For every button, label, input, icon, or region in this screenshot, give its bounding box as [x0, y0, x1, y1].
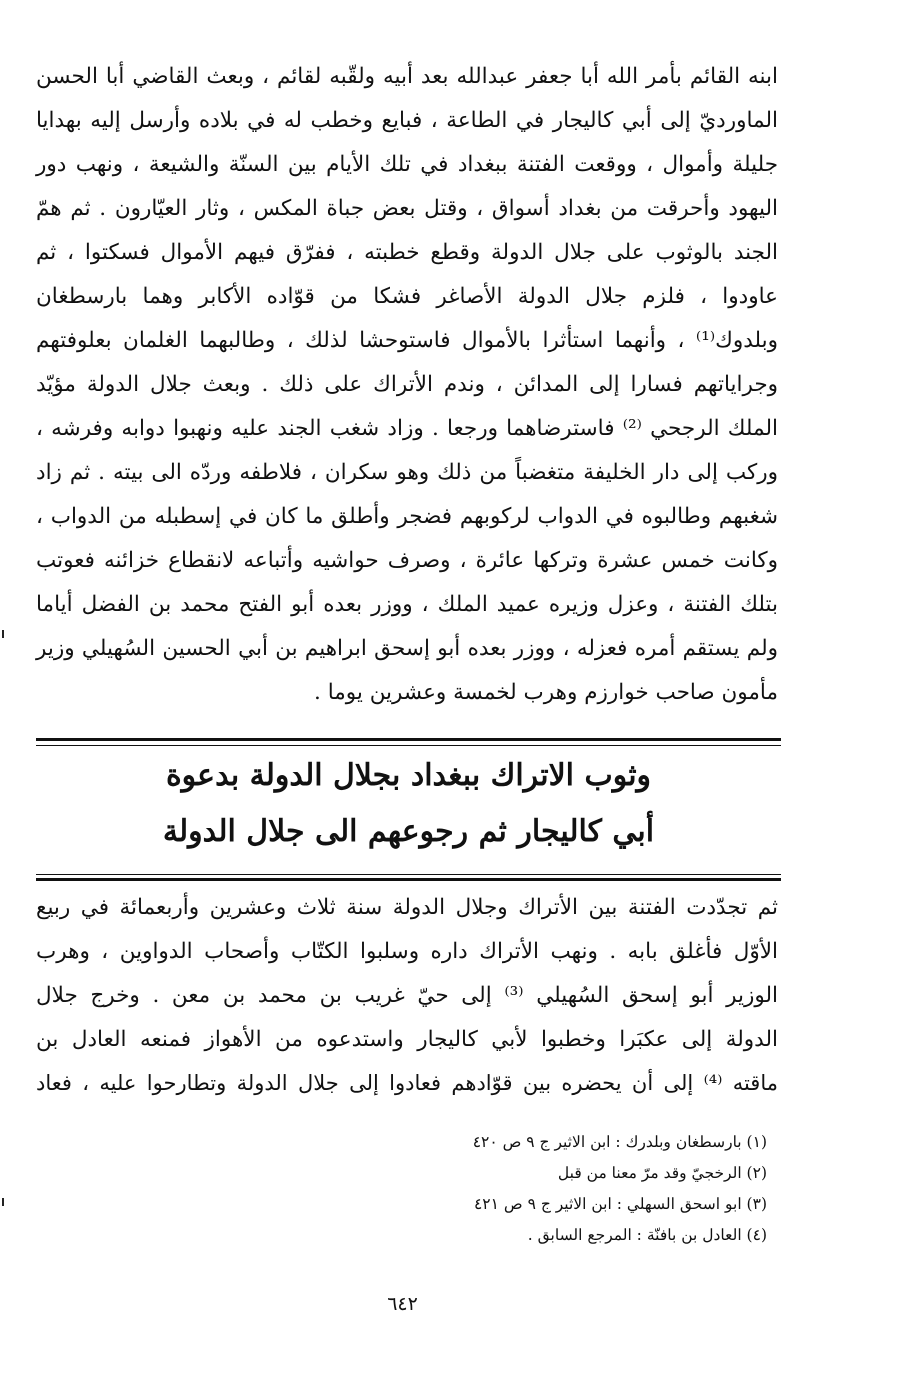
text-line: جليلة وأموال ، ووقعت الفتنة ببغداد في تلك الأيام بين السنّة والشيعة ، ونهب دور — [36, 152, 778, 177]
text-line: وكانت خمس عشرة وتركها عائرة ، وصرف حواشيه وأتباعه لانقطاع خزائنه فعوتب — [36, 548, 778, 573]
text-line: شغبهم وطالبوه في الدواب لركوبهم فضجر وأطلق ما كان في إسطبله من الدواب ، — [36, 504, 778, 529]
text-line: ثم تجدّدت الفتنة بين الأتراك وجلال الدولة سنة ثلاث وعشرين وأربعمائة في ربيع — [36, 895, 778, 920]
paragraph-continued — [36, 64, 778, 729]
text-line: الجند بالوثوب على جلال الدولة وقطع خطبته ، ففرّق فيهم الأموال فسكتوا ، ثم — [36, 240, 778, 265]
text-line: الملك الرجحي ⁽²⁾ فاسترضاهما ورجعا . وزاد شغب الجند عليه ونهبوا دوابه وفرشه ، — [36, 416, 778, 441]
text-line: الدولة إلى عكبَرا وخطبوا لأبي كاليجار واستدعوه من الأهواز فمنعه العادل بن — [36, 1027, 778, 1052]
heading-rule-top-thick — [36, 738, 781, 741]
text-line: بتلك الفتنة ، وعزل وزيره عميد الملك ، ووزر بعده أبو الفتح محمد بن الفضل أياما — [36, 592, 778, 617]
text-line: مأمون صاحب خوارزم وهرب لخمسة وعشرين يوما . — [314, 680, 778, 705]
text-line: وبلدوك⁽¹⁾ ، وأنهما استأثرا بالأموال فاستوحشا لذلك ، وطالبهما الغلمان بعلوفتهم — [36, 328, 778, 353]
text-line: وجراياتهم فسارا إلى المدائن ، وندم الأتراك على ذلك . وبعث جلال الدولة مؤيّد — [36, 372, 778, 397]
text-line: اليهود وأحرقت من بغداد أسواق ، وقتل بعض جباة المكس ، وثار العيّارون . ثم همّ — [36, 196, 778, 221]
footnote-3: (٣) ابو اسحق السهلي : ابن الاثير ج ٩ ص ٤٢١ — [473, 1195, 767, 1213]
margin-mark — [2, 1198, 4, 1206]
section-heading-line-2: أبي كاليجار ثم رجوعهم الى جلال الدولة — [162, 814, 655, 849]
heading-rule-bottom-thick — [36, 878, 781, 881]
text-line: ولم يستقم أمره فعزله ، ووزر بعده أبو إسحق ابراهيم بن أبي الحسين السُهيلي وزير — [36, 636, 778, 661]
section-paragraph — [36, 895, 778, 1135]
text-line: الأوّل فأغلق بابه . ونهب الأتراك داره وسلبوا الكتّاب وأصحاب الدواوين ، وهرب — [36, 939, 778, 964]
footnote-4: (٤) العادل بن بافنّة : المرجع السابق . — [527, 1226, 767, 1244]
heading-rule-top-thin — [36, 745, 781, 746]
heading-rule-bottom-thin — [36, 874, 781, 875]
section-heading-line-1: وثوب الاتراك ببغداد بجلال الدولة بدعوة — [165, 758, 652, 793]
page-number: ٦٤٢ — [387, 1293, 418, 1315]
footnote-2: (٢) الرخجيّ وقد مرّ معنا من قبل — [557, 1164, 767, 1182]
text-line: الماورديّ إلى أبي كاليجار في الطاعة ، فبايع وخطب له في بلاده وأرسل إليه بهدايا — [36, 108, 778, 133]
text-line: الوزير أبو إسحق السُهيلي ⁽³⁾ إلى حيّ غريب بن محمد بن معن . وخرج جلال — [36, 983, 778, 1008]
text-line: ابنه القائم بأمر الله أبا جعفر عبدالله بعد أبيه ولقّبه لقائم ، وبعث القاضي أبا الحسن — [36, 64, 778, 89]
margin-mark — [2, 630, 4, 638]
text-line: وركب إلى دار الخليفة متغضباً من ذلك وهو سكران ، فلاطفه وردّه الى بيته . ثم زاد — [36, 460, 778, 485]
text-line: ماقته ⁽⁴⁾ إلى أن يحضره بين قوّادهم فعادوا إلى جلال الدولة وتطارحوا عليه ، فعاد — [36, 1071, 778, 1095]
footnote-1: (١) بارسطغان وبلدرك : ابن الاثير ج ٩ ص ٤٢٠ — [472, 1133, 767, 1151]
text-line: عاودوا ، فلزم جلال الدولة الأصاغر فشكا من قوّاده الأكابر وهما بارسطغان — [36, 284, 778, 309]
